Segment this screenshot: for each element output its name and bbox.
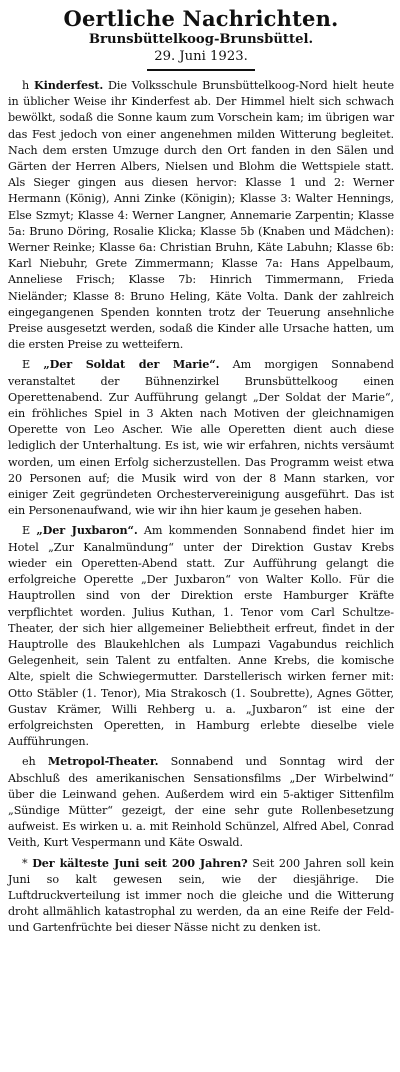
article-kinderfest [8,77,394,353]
article-soldat-der-marie [8,356,394,519]
issue-date: 29. Juni 1923. [154,49,248,64]
article-body: Sonnabend und Sonntag wird der Abschluß des amerikanischen Sensationsfilms „Der Wirbelwind“ über die Leinwand gehen. Außerdem wird ein 5-aktiger Sittenfilm „Sündige Mütter“ gezeigt, der eine sehr gute Rollenbesetzung aufweist. Es wirken u. a. mit Reinhold Schünzel, Alfred Abel, Conrad Veith, Kurt Vespermann und Käte Oswald. [8,755,394,850]
article-body: Am kommenden Sonnabend findet hier im Hotel „Zur Kanalmündung“ unter der Direktion Gustav Krebs wieder ein Operetten-Abend statt. Zur Aufführung gelangt die erfolgreiche Operette „Der Juxbaron“ von Walter Kollo. Für die Hauptrollen sind von der Direktion erste Hamburger Kräfte verpflichtet worden. Julius Kuthan, 1. Tenor vom Carl Schultze-Theater, der sich hier allgemeiner Beliebtheit erfreut, findet in der Hauptrolle des Blaukehlchen als Lumpazi Vagabundus reichlich Gelegenheit, sein Talent zu entfalten. Anne Krebs, die komische Alte, spielt die Schwiegermutter. Darstellerisch wirken ferner mit: Otto Stäbler (1. Tenor), Mia Strakosch (1. Soubrette), Agnes Götter, Gustav Krämer, Willi Rehberg u. a. „Juxbaron“ ist eine der erfolgreichsten Operetten, in Hamburg erlebte dieselbe viele Aufführungen. [8,524,394,749]
article-marker: h [22,79,30,92]
section-title: Oertliche Nachrichten. [63,6,339,31]
article-rubric: Kinderfest. [34,78,104,92]
article-marker: * [22,856,28,870]
article-rubric: Der kälteste Juni seit 200 Jahren? [32,855,248,870]
article-kaeltester-juni [8,855,394,937]
article-marker: E [22,524,31,538]
article-rubric: Metropol-Theater. [47,754,159,769]
locality-heading: Brunsbüttelkoog-Brunsbüttel. [88,32,314,47]
article-marker: E [22,358,31,372]
article-body: Die Volksschule Brunsbüttelkoog-Nord hielt heute in üblicher Weise ihr Kinderfest ab. Der Himmel hielt sich schwach bewölkt, sodaß die Sonne kaum zum Vorschein kam; im übrigen war das Fest jedoch von einer angenehmen milden Witterung begleitet. Nach dem ersten Umzuge durch den Ort fanden in den Sälen und Gärten der Herren Albers, Nielsen und Blohm die Wettspiele statt. Als Sieger gingen aus diesen hervor: Klasse 1 und 2: Werner Hermann (König), Anni Zinke (Königin); Klasse 3: Walter Hennings, Else Szmyt; Klasse 4: Werner Langner, Annemarie Zarpentin; Klasse 5a: Bruno Döring, Rosalie Klicka; Klasse 5b (Knaben und Mädchen): Werner Reinke; Klasse 6a: Christian Bruhn, Käte Labuhn; Klasse 6b: Karl Niebuhr, Grete Zimmermann; Klasse 7a: Hans Appelbaum, Anneliese Frisch; Klasse 7b: Hinrich Timmermann, Frieda Nieländer; Klasse 8: Bruno Heling, Käte Volta. Dank der zahlreich eingegangenen Spenden konnten trotz der Teuerung ansehnliche Preise ausgesetzt werden, sodaß die Kinder alle Ursache hatten, um die ersten Preise zu wetteifern. [8,79,394,352]
article-body: Am morgigen Sonnabend veranstaltet der Bühnenzirkel Brunsbüttelkoog einen Operettenabend. Zur Aufführung gelangt „Der Soldat der Marie“, ein fröhliches Spiel in 3 Akten nach Motiven der gleichnamigen Operette von Leo Ascher. Wie alle Operetten dient auch diese lediglich der Unterhaltung. Es ist, wie wir erfahren, nichts versäumt worden, um einen Erfolg sicherzustellen. Das Programm weist etwa 20 Personen auf; die Musik wird von der 8 Mann starken, vor einiger Zeit gegründeten Orchestervereinigung ausgeführt. Das ist ein Personenaufwand, wie wir ihn hier kaum je gesehen haben. [8,358,394,518]
article-juxbaron [8,522,394,750]
article-marker: eh [22,755,36,769]
article-body: Seit 200 Jahren soll kein Juni so kalt gewesen sein, wie der diesjährige. Die Luftdruckverteilung ist immer noch die gleiche und die Witterung droht allmählich katastrophal zu werden, da an eine Reife der Feld- und Gartenfrüchte bei dieser Nässe nicht zu denken ist. [8,856,394,935]
article-rubric: „Der Soldat der Marie“. [43,357,220,372]
article-rubric: „Der Juxbaron“. [36,523,138,538]
article-metropol-theater [8,753,394,851]
divider-rule [147,69,255,71]
